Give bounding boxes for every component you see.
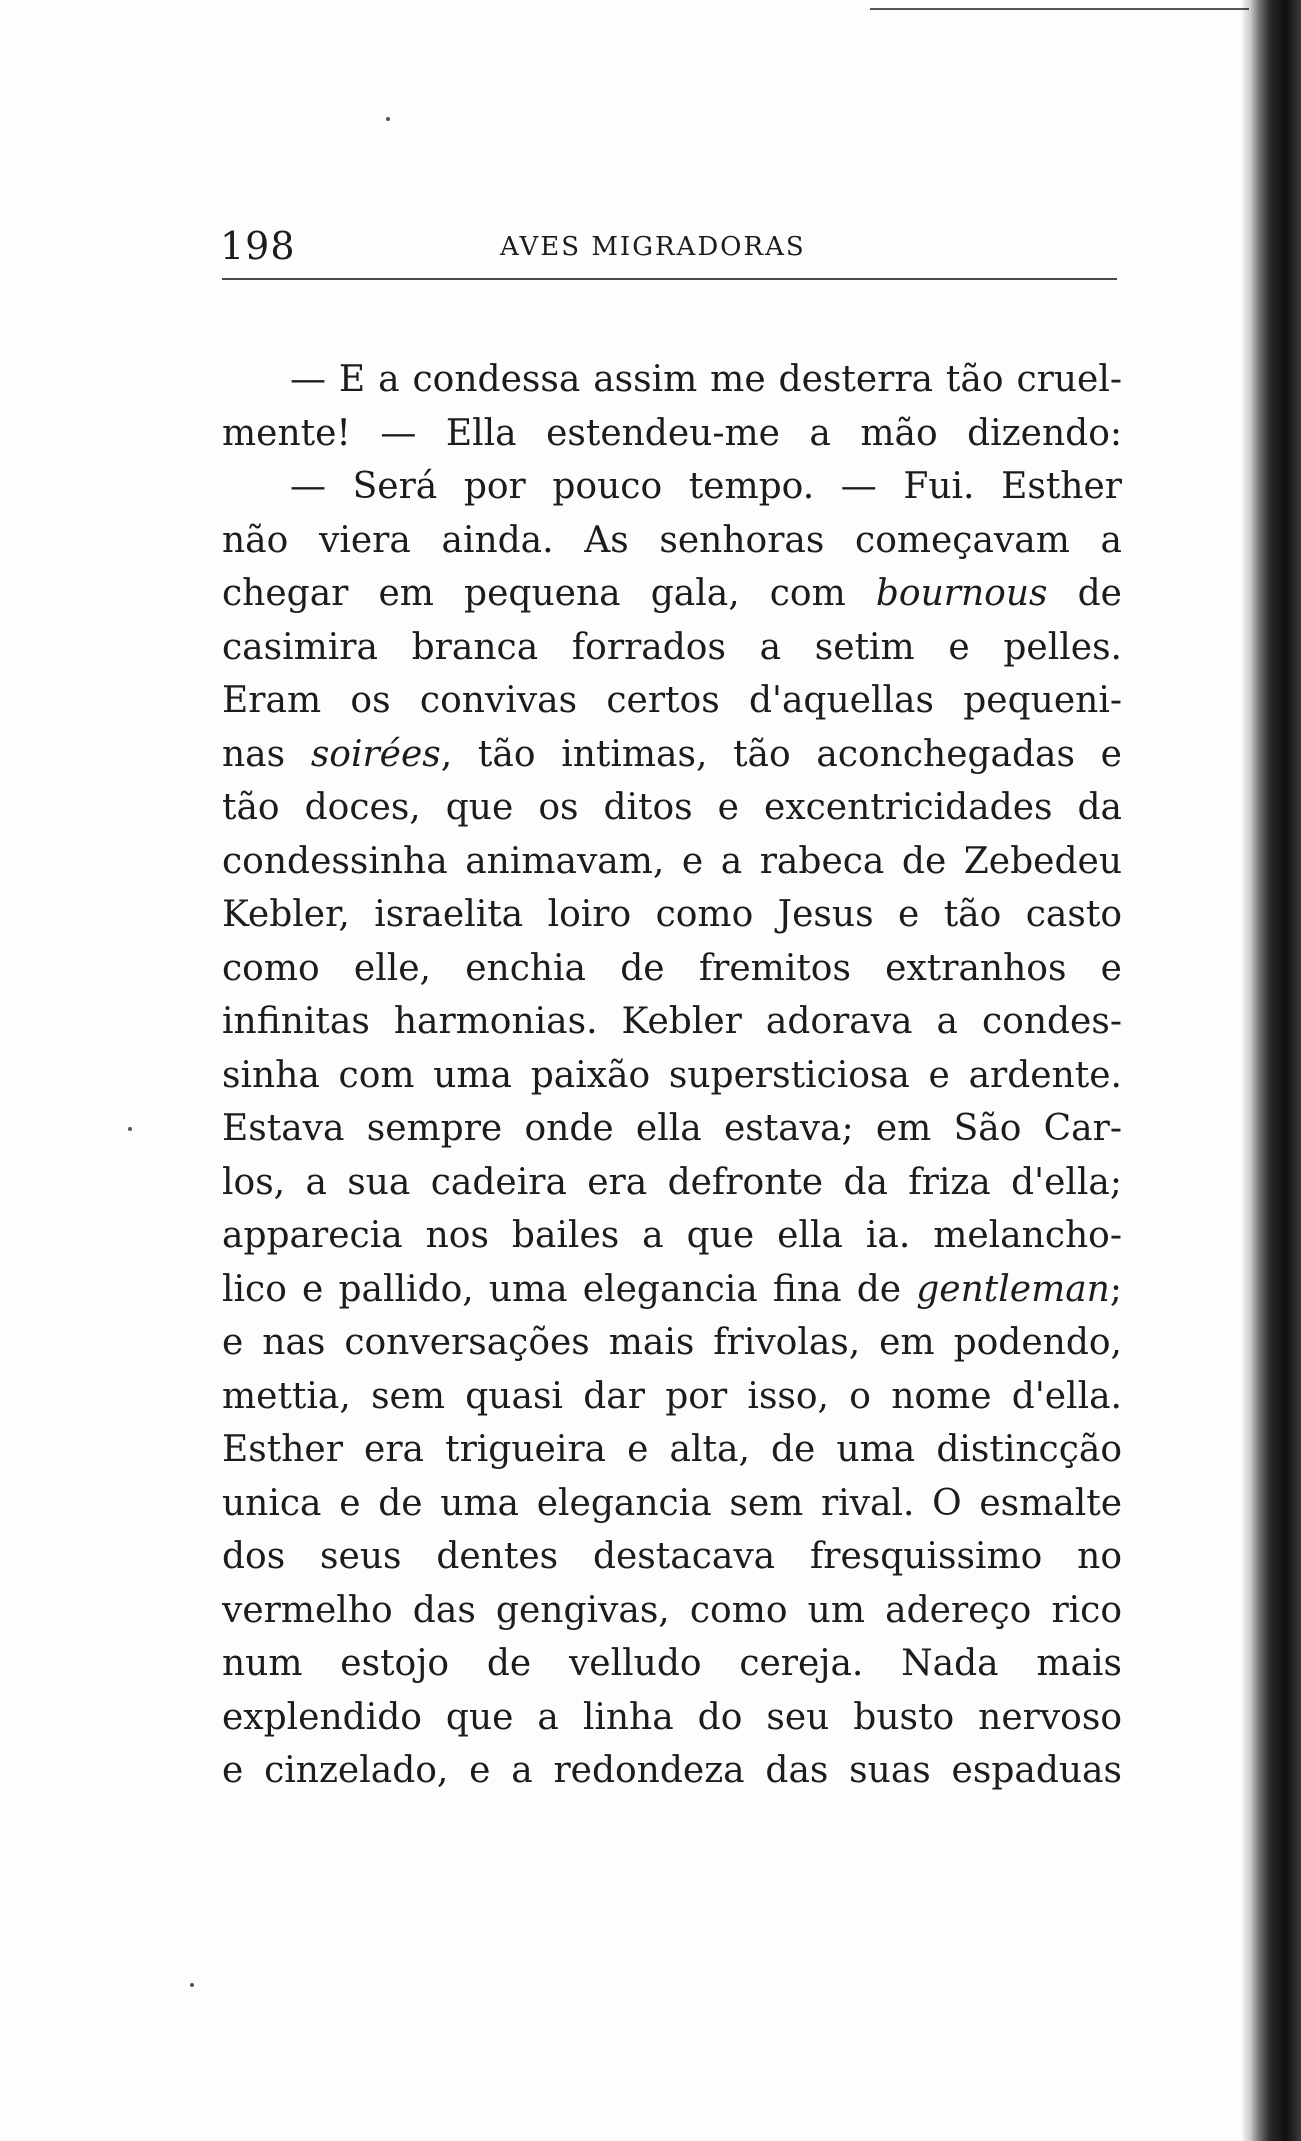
body-text [222, 353, 1122, 1798]
text-line: — E a condessa assim me desterra tão cruel- [290, 359, 1122, 400]
text-line: Kebler, israelita loiro como Jesus e tão casto [222, 894, 1122, 935]
header-rule [222, 278, 1117, 280]
text-line: lico e pallido, uma elegancia fina de gentleman; [222, 1268, 1122, 1310]
text-line: condessinha animavam, e a rabeca de Zebedeu [222, 840, 1122, 882]
text-line: Eram os convivas certos d'aquellas pequeni- [222, 680, 1122, 721]
text-line: nas soirées, tão intimas, tão aconchegadas e [222, 733, 1122, 775]
page-number: 198 [220, 224, 296, 268]
text-line: unica e de uma elegancia sem rival. O esmalte [222, 1482, 1122, 1524]
running-head: AVES MIGRADORAS [500, 232, 806, 262]
text-line: los, a sua cadeira era defronte da friza d'ella; [222, 1161, 1122, 1203]
text-line: — Será por pouco tempo. — Fui. Esther [290, 466, 1122, 507]
book-binding [1249, 0, 1301, 2141]
text-line: num estojo de velludo cereja. Nada mais [222, 1643, 1122, 1684]
text-line: chegar em pequena gala, com bournous de [222, 573, 1122, 614]
text-line: Esther era trigueira e alta, de uma distincção [222, 1429, 1122, 1470]
text-line: apparecia nos bailes a que ella ia. melancho- [222, 1215, 1122, 1256]
text-line: mente! — Ella estendeu-me a mão dizendo: [222, 412, 1122, 454]
top-edge-rule [870, 8, 1250, 10]
text-line: casimira branca forrados a setim e pelles. [222, 626, 1122, 668]
text-line: não viera ainda. As senhoras começavam a [222, 519, 1122, 561]
italic-word: soirées [310, 733, 441, 775]
text-line: sinha com uma paixão supersticiosa e ardente. [222, 1054, 1122, 1096]
text-line: Estava sempre onde ella estava; em São Car- [222, 1108, 1122, 1149]
italic-word: gentleman [916, 1268, 1110, 1310]
italic-word: bournous [875, 573, 1048, 614]
ink-speck [190, 1983, 194, 1987]
page-header [220, 224, 1120, 268]
text-line: vermelho das gengivas, como um adereço rico [222, 1589, 1122, 1631]
text-line: mettia, sem quasi dar por isso, o nome d'ella. [222, 1375, 1122, 1417]
text-line: infinitas harmonias. Kebler adorava a condes- [222, 1001, 1122, 1042]
text-line: dos seus dentes destacava fresquissimo no [222, 1536, 1122, 1577]
text-line: e cinzelado, e a redondeza das suas espaduas [222, 1750, 1122, 1791]
text-line: explendido que a linha do seu busto nervoso [222, 1696, 1122, 1738]
ink-speck [128, 1127, 132, 1131]
ink-speck [386, 117, 390, 121]
text-line: tão doces, que os ditos e excentricidades da [222, 787, 1122, 828]
text-line: como elle, enchia de fremitos extranhos e [222, 947, 1122, 989]
text-line: e nas conversações mais frivolas, em podendo, [222, 1322, 1122, 1363]
binding-shadow [1241, 0, 1249, 2141]
